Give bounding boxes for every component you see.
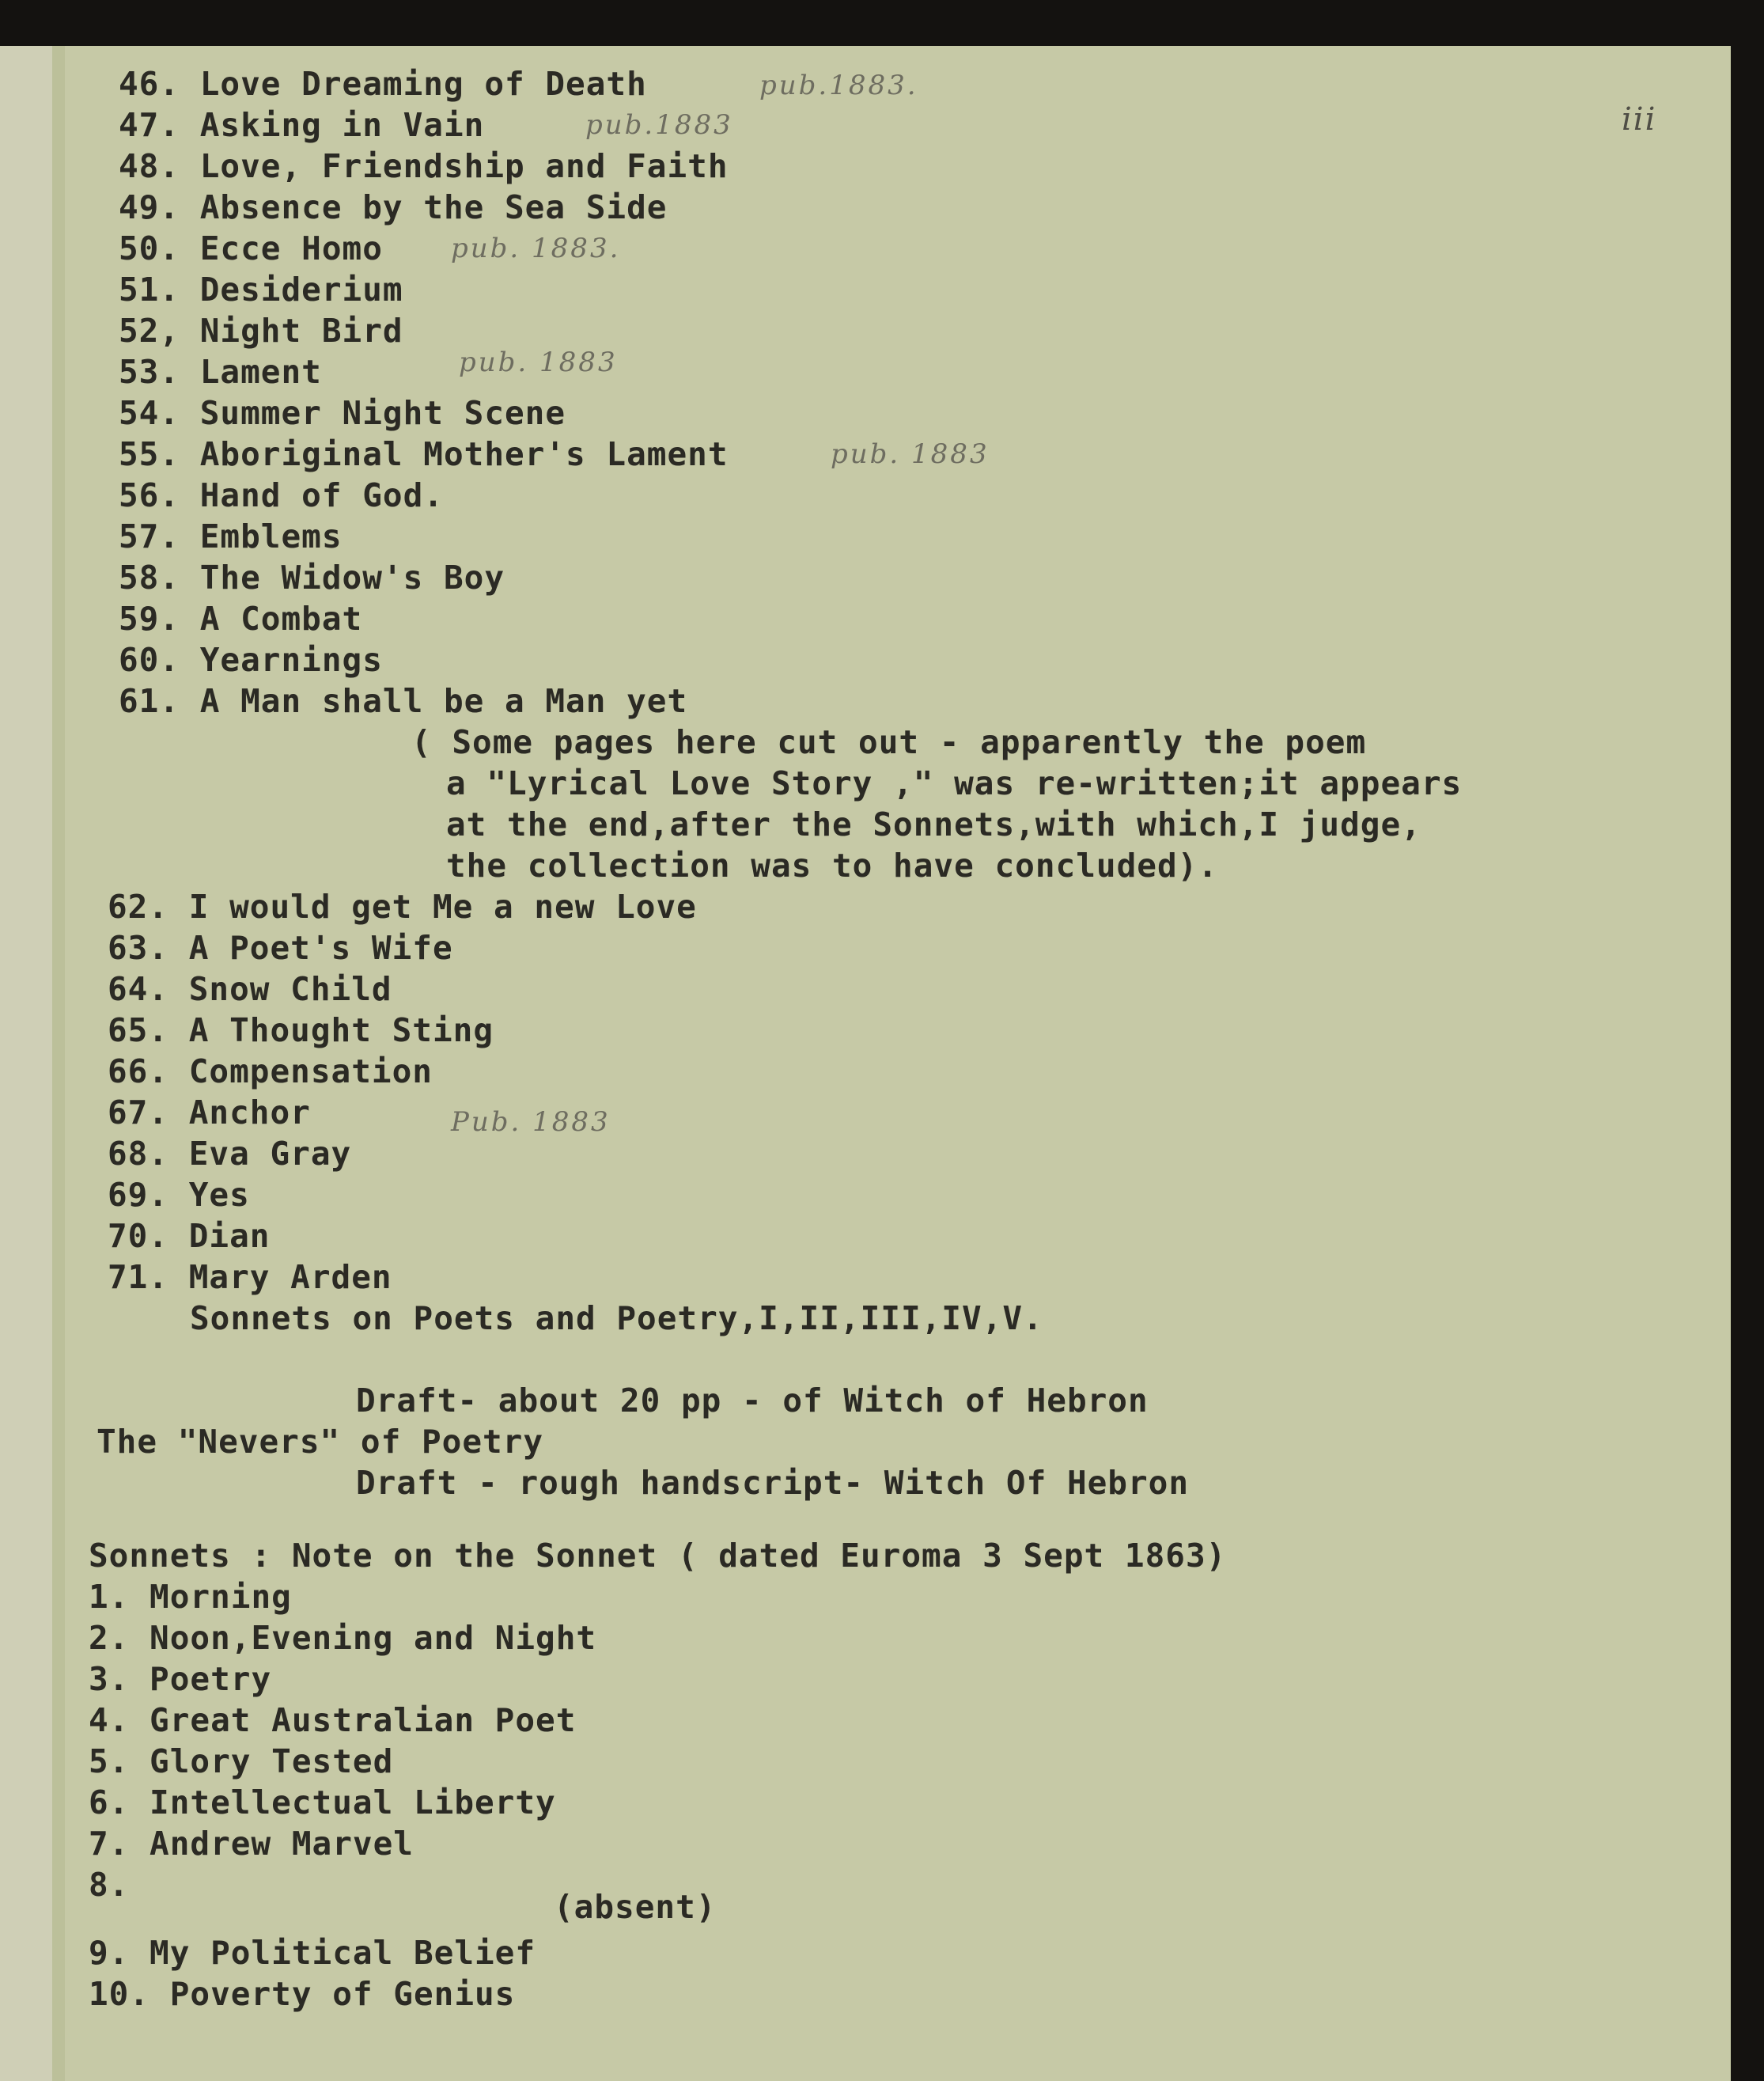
- poem-entry: 71. Mary Arden: [108, 1258, 392, 1296]
- pencil-annotation: pub. 1883.: [451, 233, 621, 264]
- pencil-annotation: pub. 1883: [459, 347, 618, 378]
- nevers-line: The "Nevers" of Poetry: [97, 1423, 544, 1461]
- sonnets-on-poets-line: Sonnets on Poets and Poetry,I,II,III,IV,V.: [190, 1299, 1043, 1337]
- poem-entry: 62. I would get Me a new Love: [108, 888, 697, 926]
- pencil-annotation: pub.1883: [585, 109, 733, 141]
- sonnet-entry: 2. Noon,Evening and Night: [89, 1619, 597, 1657]
- poem-entry: 66. Compensation: [108, 1052, 433, 1090]
- draft-rough-line: Draft - rough handscript- Witch Of Hebron: [356, 1464, 1190, 1502]
- sonnet-entry: 3. Poetry: [89, 1660, 272, 1698]
- poem-entry: 48. Love, Friendship and Faith: [119, 147, 729, 185]
- poem-entry: 69. Yes: [108, 1176, 250, 1214]
- sonnet-entry: 8.: [89, 1866, 130, 1904]
- sonnet-entry: 4. Great Australian Poet: [89, 1701, 577, 1739]
- sonnet-entry: 5. Glory Tested: [89, 1742, 394, 1780]
- poem-entry: 53. Lament: [119, 353, 322, 391]
- poem-entry: 46. Love Dreaming of Death: [119, 65, 647, 103]
- poem-entry: 54. Summer Night Scene: [119, 394, 566, 432]
- editorial-note-line: at the end,after the Sonnets,with which,I judge,: [446, 805, 1421, 843]
- poem-entry: 65. A Thought Sting: [108, 1011, 494, 1049]
- absent-note: (absent): [554, 1888, 717, 1926]
- sonnet-entry: 7. Andrew Marvel: [89, 1825, 414, 1863]
- editorial-note-line: ( Some pages here cut out - apparently the poem: [411, 723, 1367, 761]
- poem-entry: 47. Asking in Vain: [119, 106, 485, 144]
- poem-entry: 56. Hand of God.: [119, 476, 444, 514]
- poem-entry: 57. Emblems: [119, 517, 343, 555]
- poem-entry: 52, Night Bird: [119, 312, 403, 350]
- poem-entry: 49. Absence by the Sea Side: [119, 188, 668, 226]
- poem-entry: 51. Desiderium: [119, 271, 403, 309]
- poem-entry: 55. Aboriginal Mother's Lament: [119, 435, 729, 473]
- pencil-annotation: pub.1883.: [759, 70, 918, 101]
- sonnets-heading: Sonnets : Note on the Sonnet ( dated Euroma 3 Sept 1863): [89, 1537, 1227, 1575]
- poem-entry: 67. Anchor: [108, 1094, 311, 1131]
- poem-entry: 59. A Combat: [119, 600, 363, 638]
- sonnet-entry: 10. Poverty of Genius: [89, 1975, 516, 2013]
- poem-entry: 68. Eva Gray: [108, 1135, 352, 1173]
- page-number: iii: [1622, 101, 1657, 138]
- poem-entry: 64. Snow Child: [108, 970, 392, 1008]
- sonnet-entry: 9. My Political Belief: [89, 1934, 536, 1972]
- poem-entry: 50. Ecce Homo: [119, 229, 383, 267]
- pencil-annotation: pub. 1883: [831, 438, 990, 470]
- draft-witch-line: Draft- about 20 pp - of Witch of Hebron: [356, 1382, 1149, 1420]
- poem-entry: 60. Yearnings: [119, 641, 383, 679]
- poem-entry: 70. Dian: [108, 1217, 271, 1255]
- editorial-note-line: the collection was to have concluded).: [446, 847, 1218, 885]
- poem-entry: 63. A Poet's Wife: [108, 929, 453, 967]
- binding-strip: [0, 46, 54, 2081]
- page-fold-shadow: [52, 46, 65, 2081]
- sonnet-entry: 1. Morning: [89, 1578, 292, 1616]
- pencil-annotation: Pub. 1883: [451, 1106, 611, 1138]
- typescript-page: [0, 46, 1731, 2081]
- editorial-note-line: a "Lyrical Love Story ," was re-written;it appears: [446, 764, 1463, 802]
- sonnet-entry: 6. Intellectual Liberty: [89, 1783, 556, 1821]
- poem-entry: 61. A Man shall be a Man yet: [119, 682, 688, 720]
- poem-entry: 58. The Widow's Boy: [119, 559, 505, 597]
